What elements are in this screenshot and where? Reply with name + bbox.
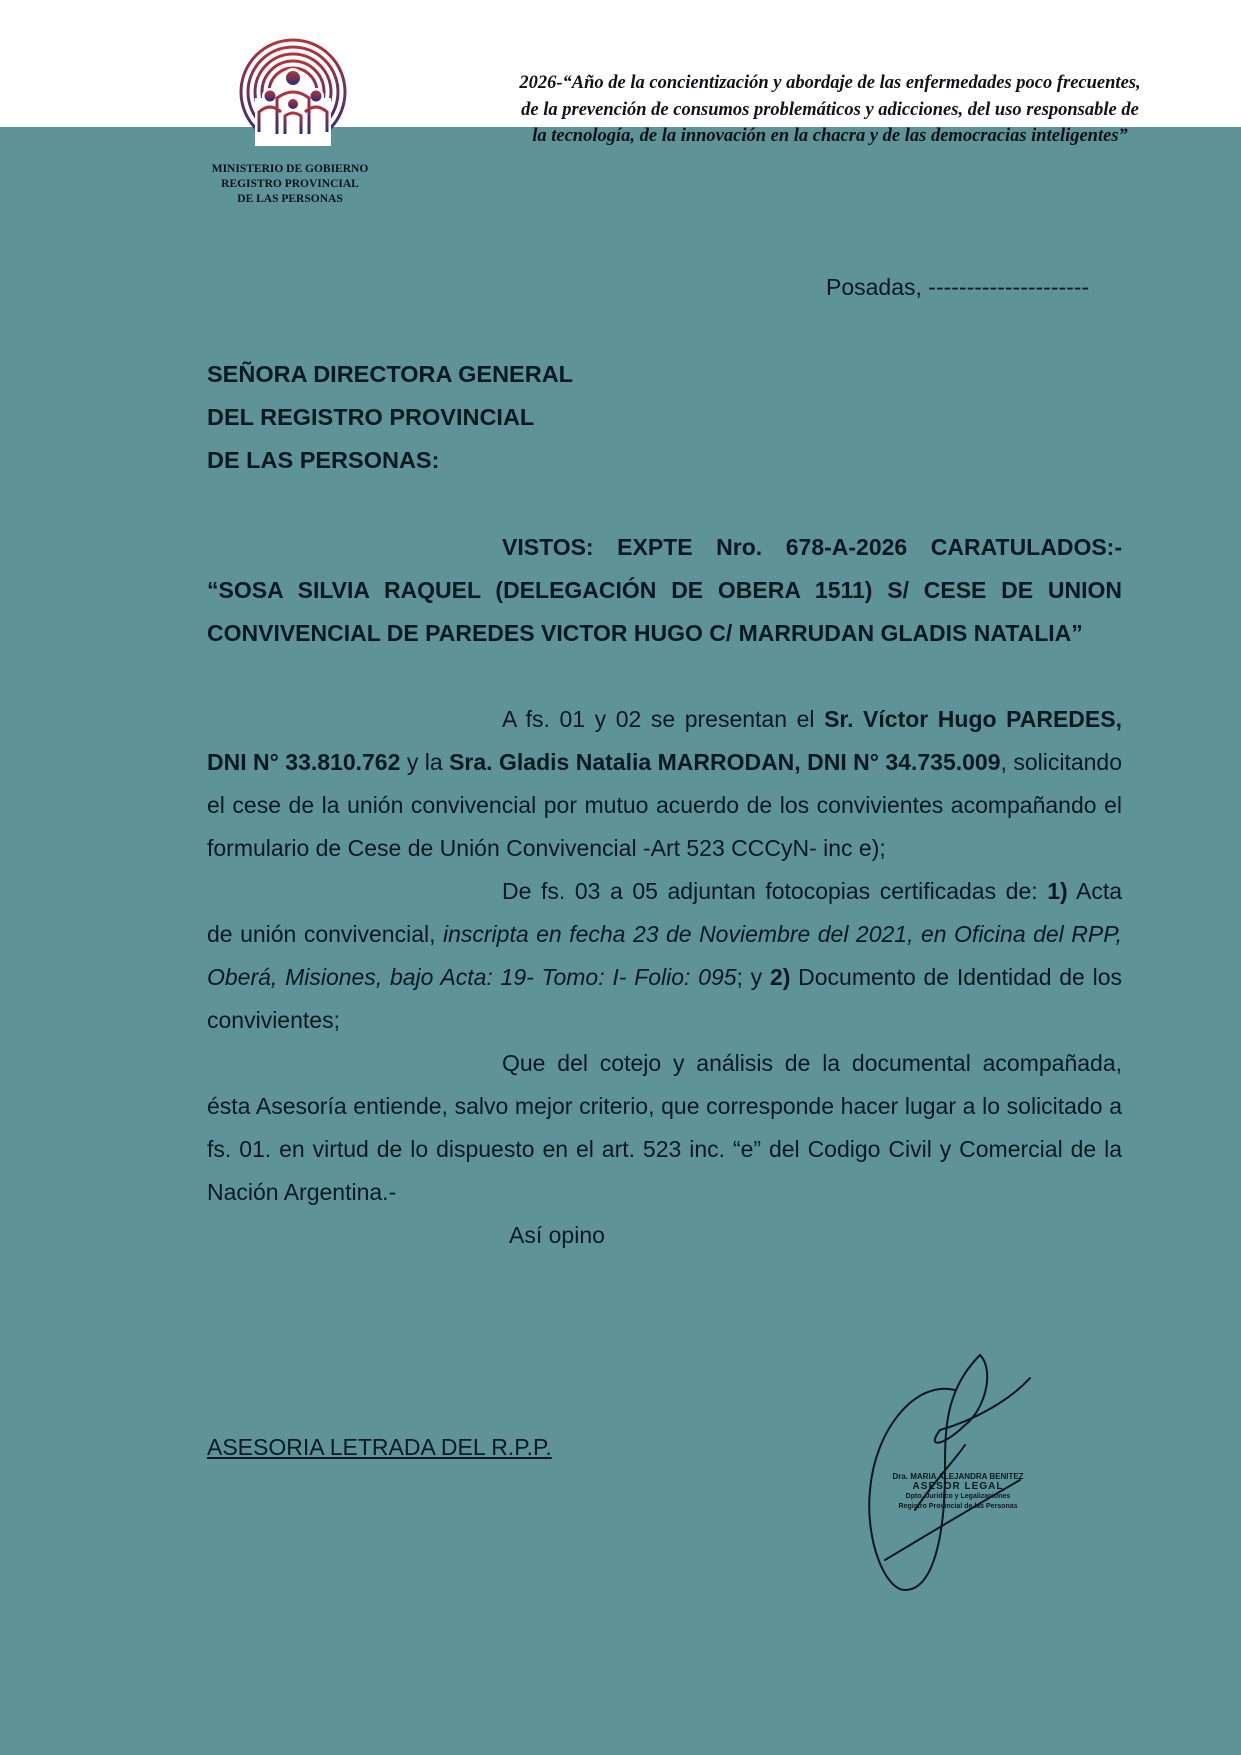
addressee: SEÑORA DIRECTORA GENERAL DEL REGISTRO PROVINCIAL DE LAS PERSONAS: — [207, 361, 574, 473]
place-date-line: Posadas, --------------------- — [826, 274, 1090, 300]
paragraph-attachments: De fs. 03 a 05 adjuntan fotocopias certificadas de: 1) Acta de unión convivencial, inscripta en fecha 23 de Noviembre del 2021, en Oficina del RPP, Oberá, Misiones, bajo Acta: 19- Tomo: I- Folio: 095; y 2) Documento de Identidad de los convivientes; — [207, 878, 1122, 1033]
vistos-paragraph: VISTOS: EXPTE Nro. 678-A-2026 CARATULADOS:- “SOSA SILVIA RAQUEL (DELEGACIÓN DE OBERA 1511) S/ CESE DE UNION CONVIVENCIAL DE PAREDES VICTOR HUGO C/ MARRUDAN GLADIS NATALIA” — [207, 534, 1122, 646]
document-body — [207, 526, 1122, 1257]
paragraph-opinion: Que del cotejo y análisis de la documental acompañada, ésta Asesoría entiende, salvo mejor criterio, que corresponde hacer lugar a lo solicitado a fs. 01. en virtud de lo dispuesto en el art. 523 inc. “e” del Codigo Civil y Comercial de la Nación Argentina.- — [207, 1050, 1122, 1205]
closing-line: Así opino — [509, 1222, 605, 1248]
official-seal: Dra. MARIA ALEJANDRA BENITEZ ASESOR LEGAL Dpto. Jurídico y Legalizaciones Registro Provincial de las Personas — [892, 1472, 1024, 1510]
paragraph-presentation: A fs. 01 y 02 se presentan el Sr. Víctor Hugo PAREDES, DNI N° 33.810.762 y la Sra. Gladis Natalia MARRODAN, DNI N° 34.735.009, solicitando el cese de la unión convivencial por mutuo acuerdo de los convivientes acompañando el formulario de Cese de Unión Convivencial -Art 523 CCCyN- inc e); — [207, 706, 1122, 861]
ministry-logo — [205, 38, 385, 207]
office-signature-label: ASESORIA LETRADA DEL R.P.P. — [207, 1434, 552, 1460]
fingerprint-family-icon — [237, 38, 349, 150]
logo-caption: MINISTERIO DE GOBIERNO REGISTRO PROVINCIAL DE LAS PERSONAS — [211, 163, 369, 205]
year-motto: 2026-“Año de la concientización y abordaje de las enfermedades poco frecuentes, de la prevención de consumos problemáticos y adicciones, del uso responsable de la tecnología, de la innovación en la chacra y de las democracias inteligentes” — [519, 73, 1141, 146]
